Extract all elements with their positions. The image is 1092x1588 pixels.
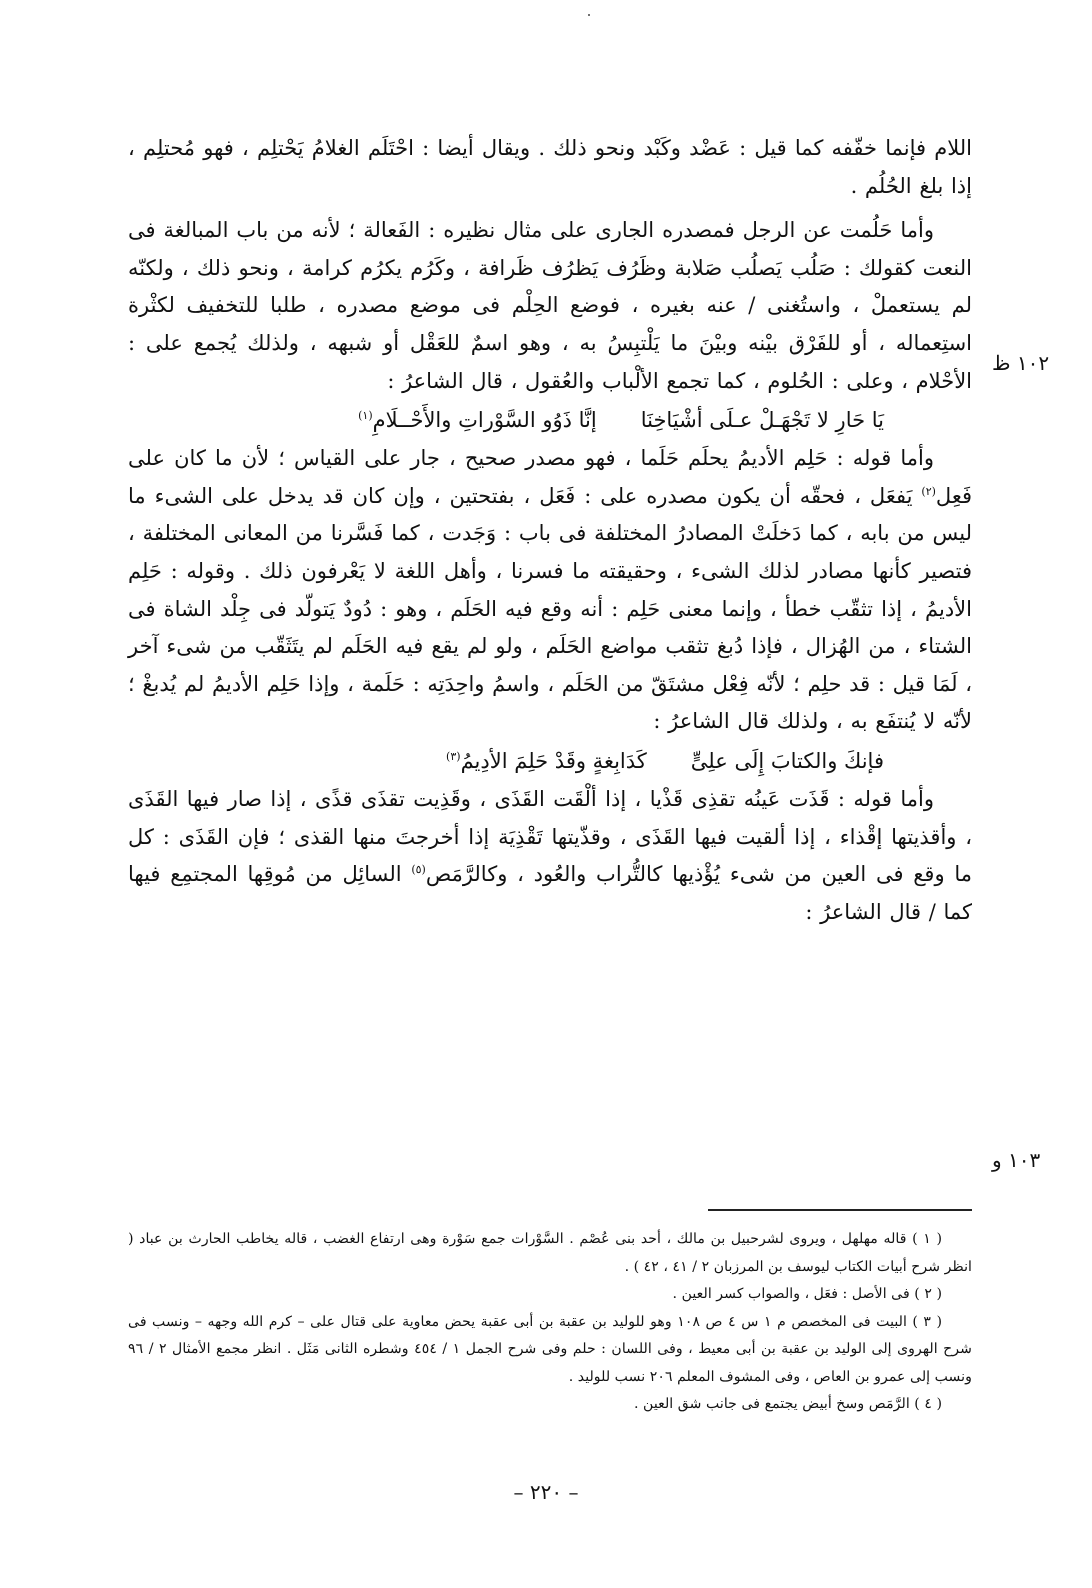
- paragraph-2: وأما حَلُمت عن الرجل فمصدره الجارى على مثال نظيره : الفَعالة ؛ لأنه من باب المبالغة فى النعت كقولك : صَلُب يَصلُب صَلابة وظَرُف يَظرُف ظَرافة ، وكَرُم يكرُم كرامة ، ونحو ذلك ، ولكنّه لم يستعملْ ، واستُغنى / عنه بغيره ، فوضع الحِلْم فى موضع مصدره ، طلبا للتخفيف لكثْرة استِعماله ، أو للفَرْق بيْنه وبيْنَ ما يَلْتبِسُ به ، وهو اسمٌ للعَقْل أو شبهه ، ولذلك يُجمع على : الأحْلام ، وعلى : الحُلوم ، كما تجمع الألْباب والعُقول ، قال الشاعرُ :: [128, 218, 972, 393]
- footnote-2: ( ٢ ) فى الأصل : فعَل ، والصواب كسر العين .: [672, 1286, 942, 1302]
- paragraph-4-rest: السائِل من مُوقِها المجتمِع فيها كما / قال الشاعرُ :: [128, 862, 972, 924]
- footnotes: [128, 1226, 972, 1419]
- page-mark: [588, 14, 590, 16]
- verse-1-hemistich-2-text: إنَّا ذَوُو السَّوْراتِ والأَحْــلَامِ: [372, 408, 597, 433]
- footnote-ref-3: (٣): [446, 749, 461, 763]
- verse-2: [128, 741, 972, 781]
- verse-2-hemistich-1: فإنكَ والكتابَ إِلَى علِىٍّ: [690, 748, 884, 773]
- paragraph-1: اللام فإنما خفّفه كما قيل : عَضْد وكَبْد ونحو ذلك . ويقال أيضا : احْتَلَم الغلامُ يَحْتلِم ، فهو مُحتلِم ، إذا بلغ الحُلُم .: [128, 136, 972, 198]
- paragraph-4: [128, 781, 972, 931]
- footnote-ref-2: (٢): [921, 484, 936, 498]
- main-text: [128, 130, 972, 931]
- folio-marker-102: ١٠٢ ظ: [992, 351, 1050, 375]
- paragraph-3-rest: يَفعَل ، فحقّه أن يكون مصدره على : فَعَل ، بفتحتين ، وإن كان قد يدخل على الشىء ما ليس من بابه ، كما دَخلَتْ المصادرُ المختلفة فى باب : وَجَدت ، كما فَسَّرنا من المعانى المختلفة ، فتصير كأنها مصادر لذلك الشىء ، وحقيقته ما فسرنا ، وأهل اللغة لا يَعْرفون ذلك . وقوله : حَلِم الأديمُ ، إذا تثقّب خطأ ، وإنما معنى حَلِم : أنه وقع فيه الحَلَم ، وهو : دُودٌ يَتولّد فى جِلْد الشاة فى الشتاء ، من الهُزال ، فإذا دُبغ تثقب مواضع الحَلَم ، ولو لم يقع فيه الحَلَم لم يتَثَقّب من شىء آخر ، لَمَا قيل : قد حلِم ؛ لأنّه فِعْل مشتَقّ من الحَلَم ، واسمُ واحِدَتِه : حَلَمة ، وإذا حَلِم الأديمُ لم يُدبغْ ؛ لأنّه لا يُنتفَع به ، ولذلك قال الشاعرُ :: [128, 483, 972, 734]
- paragraph-4-start: وأما قوله : قَذَت عَينُه تقذِى قَذْيا ، إذا ألْقَت القَذَى ، وقَذِيت تقذَى قذًى ، إذا صار فيها القَذَى ، وأقذيتها إقْذاء ، إذا ألقيت فيها القَذَى ، وقذّيتها تَقْذِيَة إذا أخرجتَ منها القذى ؛ فإن القَذَى : كل ما وقع فى العين من شىء يُؤْذيها كالتُّراب والعُود ، وكالرَّمَص: [128, 786, 972, 887]
- folio-marker-103: ١٠٣ و: [992, 1148, 1041, 1172]
- verse-2-hemistich-2: [446, 741, 647, 781]
- verse-1-hemistich-1: يَا حَارِ لا تَجْهَـلْ عـلَى أشْيَاخِنَا: [640, 408, 884, 433]
- footnote-1: ( ١ ) قاله مهلهل ، ويروى لشرحبيل بن مالك ، أحد بنى عُصْم . السَّوْرات جمع سَوْرة وهى ارتفاع الغضب ، قاله يخاطب الحارث بن عباد ( انظر شرح أبيات الكتاب ليوسف بن المرزبان ٢ / ٤١ ، ٤٢ ) .: [128, 1231, 972, 1275]
- paragraph-3-start: وأما قوله : حَلِم الأديمُ يحلَم حَلَما ، فهو مصدر صحيح ، جار على القياس ؛ لأن ما كان على فَعِل: [128, 446, 972, 508]
- verse-1-hemistich-2: [358, 400, 597, 440]
- footnote-4: ( ٤ ) الرَّمَص وسخ أبيض يجتمع فى جانب شق العين .: [634, 1396, 942, 1412]
- verse-2-hemistich-2-text: كَدَابِغةٍ وقَدْ حَلِمَ الأدِيمُ: [460, 748, 647, 773]
- paragraph-3: [128, 440, 972, 741]
- page-number: – ٢٢٠ –: [513, 1480, 579, 1504]
- footnote-ref-5: (٥): [411, 863, 426, 877]
- footnote-separator: [708, 1209, 972, 1211]
- verse-1: [128, 400, 972, 440]
- footnote-3: ( ٣ ) البيت فى المخصص م ١ س ٤ ص ١٠٨ وهو للوليد بن عقبة بن أبى عقبة يحض معاوية على قتال على – كرم الله وجهه – ونسب فى شرح الهروى إلى الوليد بن عقبة بن أبى معيط ، وفى اللسان : حلم وفى شرح الجمل ١ / ٤٥٤ وشطره الثانى مَثَل . انظر مجمع الأمثال ٢ / ٩٦ ونسب إلى عمرو بن العاص ، وفى المشوف المعلم ٢٠٦ نسب للوليد .: [128, 1313, 972, 1385]
- footnote-ref-1: (١): [358, 409, 373, 423]
